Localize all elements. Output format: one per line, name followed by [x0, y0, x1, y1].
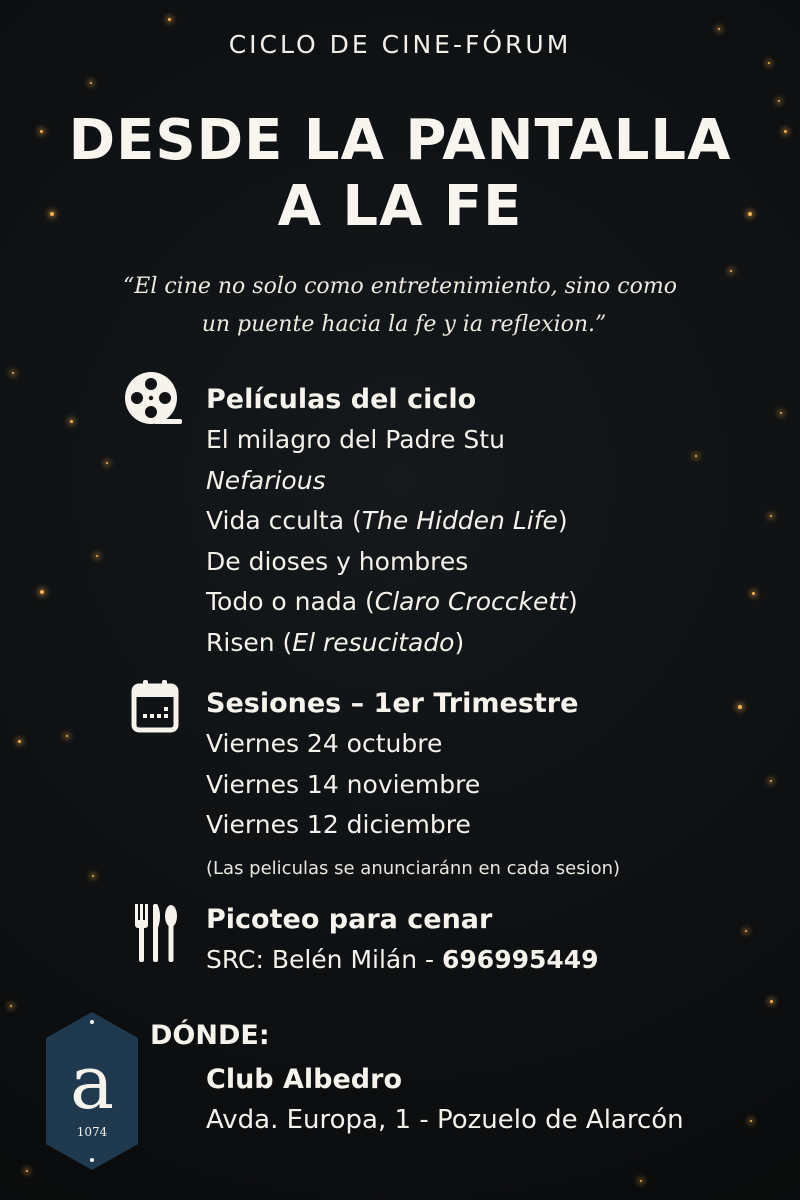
location-section: [150, 1016, 684, 1141]
svg-text:a: a: [69, 1040, 115, 1126]
dinner-section: [206, 900, 599, 981]
title-line-1: DESDE LA PANTALLA: [68, 108, 732, 173]
venue-address: Avda. Europa, 1 - Pozuelo de Alarcón: [206, 1105, 684, 1135]
venue-name: Club Albedro: [206, 1064, 403, 1095]
quote-line-1: “El cine no solo como entretenimiento, sino como: [123, 274, 677, 299]
dinner-heading: Picoteo para cenar: [206, 904, 493, 935]
film-item: Nefarious: [206, 465, 326, 495]
contact-phone[interactable]: 696995449: [442, 945, 599, 974]
event-quote: [0, 268, 800, 344]
film-item: El milagro del Padre Stu: [206, 425, 505, 454]
film-item: Risen (El resucitado): [206, 627, 465, 657]
film-reel-icon: [124, 372, 184, 432]
sessions-note: (Las peliculas se anunciaránn en cada sesion): [206, 857, 621, 879]
svg-text:1074: 1074: [76, 1125, 108, 1139]
film-item: Vida cculta (The Hidden Life): [206, 506, 568, 535]
film-item: Todo o nada (Claro Crocckett): [206, 587, 578, 616]
title-line-2: A LA FE: [277, 174, 523, 239]
sessions-section: [206, 684, 620, 883]
quote-line-2: un puente hacia la fe y ia reflexion.”: [201, 312, 607, 337]
session-date: Viernes 12 diciembre: [206, 810, 471, 839]
session-date: Viernes 24 octubre: [206, 729, 443, 758]
films-heading: Películas del ciclo: [206, 384, 477, 415]
films-section: [206, 380, 578, 663]
film-item: De dioses y hombres: [206, 546, 469, 576]
session-date: Viernes 14 noviembre: [206, 769, 481, 799]
event-subtitle: CICLO DE CINE-FÓRUM: [228, 30, 572, 59]
sessions-heading: Sesiones – 1er Trimestre: [206, 688, 579, 719]
cutlery-icon: [133, 904, 179, 966]
club-albedro-logo-icon: [44, 1012, 140, 1174]
location-label: DÓNDE:: [150, 1020, 270, 1051]
calendar-icon: [131, 678, 179, 738]
dinner-contact: SRC: Belén Milán - 696995449: [206, 945, 599, 974]
event-title: [0, 108, 800, 240]
